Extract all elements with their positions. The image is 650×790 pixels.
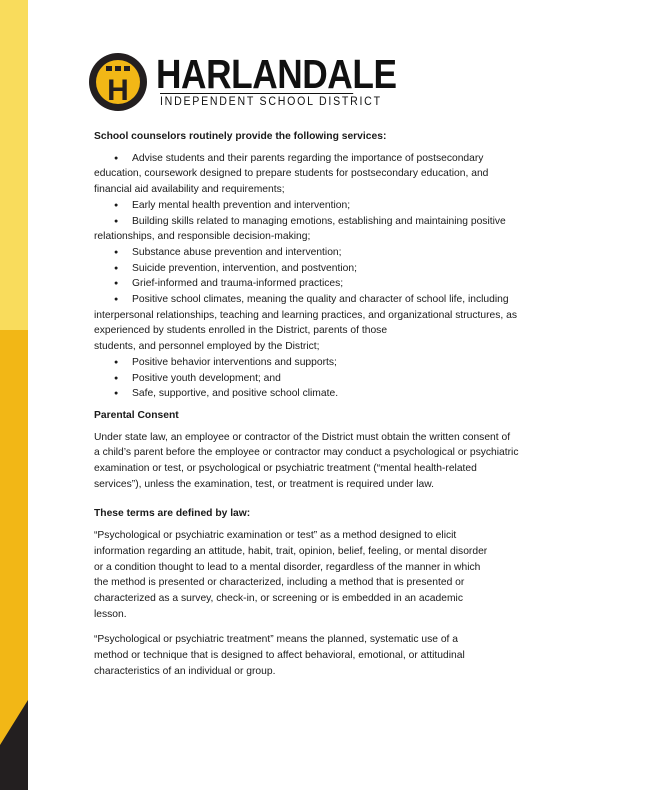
definition-line: characteristics of an individual or group. xyxy=(94,665,276,677)
terms-heading: These terms are defined by law: xyxy=(94,508,251,520)
list-item xyxy=(94,198,544,214)
bullet-icon: ● xyxy=(114,296,119,304)
bullet-icon: ● xyxy=(114,264,119,272)
bullet-icon: ● xyxy=(114,217,119,225)
list-item-text: Safe, supportive, and positive school climate. xyxy=(132,388,339,400)
document-body xyxy=(94,129,544,680)
list-item-text: Grief-informed and trauma-informed practices; xyxy=(132,278,344,290)
list-item xyxy=(94,261,544,277)
list-item xyxy=(94,386,544,402)
consent-line: a child’s parent before the employee or contractor may conduct a psychological or psychiatric xyxy=(94,447,519,459)
list-item xyxy=(94,276,544,292)
definition-line: “Psychological or psychiatric treatment” means the planned, systematic use of a xyxy=(94,634,458,646)
harlandale-emblem-icon xyxy=(88,52,148,112)
consent-heading: Parental Consent xyxy=(94,409,179,421)
list-item-text: Suicide prevention, intervention, and postvention; xyxy=(132,262,357,274)
list-item-continuation: financial aid availability and requirements; xyxy=(94,184,285,196)
definition-examination xyxy=(94,528,544,622)
bullet-icon: ● xyxy=(114,390,119,398)
district-subtitle: INDEPENDENT SCHOOL DISTRICT xyxy=(160,93,353,110)
consent-line: services”), unless the examination, test, or treatment is required under law. xyxy=(94,478,434,490)
emblem-letter: H xyxy=(107,74,129,107)
definition-line: characterized as a survey, check-in, or screening or is embedded in an academic xyxy=(94,592,463,604)
definition-line: “Psychological or psychiatric examination or test” as a method designed to elicit xyxy=(94,530,457,542)
list-item-continuation: interpersonal relationships, teaching and learning practices, and organizational structures, as xyxy=(94,309,517,321)
list-item-text: Positive school climates, meaning the quality and character of school life, including xyxy=(132,294,509,306)
side-stripe xyxy=(0,0,50,790)
list-item-continuation: education, coursework designed to prepare students for postsecondary education, and xyxy=(94,168,489,180)
list-item-text: Substance abuse prevention and intervention; xyxy=(132,246,342,258)
consent-paragraph xyxy=(94,430,544,493)
list-item-text: Positive behavior interventions and supports; xyxy=(132,356,337,368)
bullet-icon: ● xyxy=(114,248,119,256)
bullet-icon: ● xyxy=(114,201,119,209)
services-heading: School counselors routinely provide the following services: xyxy=(94,131,387,142)
stripe-graphic xyxy=(0,0,50,790)
definition-line: or a condition thought to lead to a mental disorder, regardless of the manner in which xyxy=(94,561,481,573)
list-item xyxy=(94,151,544,167)
list-item-continuation: relationships, and responsible decision-making; xyxy=(94,231,311,243)
definition-line: lesson. xyxy=(94,608,127,620)
definition-line: the method is presented or characterized, including a method that is presented or xyxy=(94,577,465,589)
list-item xyxy=(94,292,544,308)
definition-treatment xyxy=(94,632,544,679)
consent-line: Under state law, an employee or contractor of the District must obtain the written consent of xyxy=(94,431,511,443)
bullet-icon: ● xyxy=(114,280,119,288)
list-item-continuation: students, and personnel employed by the District; xyxy=(94,341,320,353)
district-name: HARLANDALE xyxy=(156,51,397,97)
bullet-icon: ● xyxy=(114,154,119,162)
list-item-text: Early mental health prevention and intervention; xyxy=(132,199,351,211)
list-item xyxy=(94,371,544,387)
services-list xyxy=(94,151,544,402)
list-item-text: Advise students and their parents regarding the importance of postsecondary xyxy=(132,152,484,164)
list-item xyxy=(94,355,544,371)
definition-line: information regarding an attitude, habit, trait, opinion, belief, feeling, or mental disorder xyxy=(94,545,488,557)
list-item xyxy=(94,245,544,261)
bullet-icon: ● xyxy=(114,374,119,382)
definition-line: method or technique that is designed to affect behavioral, emotional, or attitudinal xyxy=(94,650,465,662)
list-item-continuation: experienced by students enrolled in the District, parents of those xyxy=(94,325,388,337)
list-item xyxy=(94,214,544,230)
stripe-white-edge xyxy=(28,0,50,790)
consent-line: examination or test, or psychological or psychiatric treatment (“mental health-related xyxy=(94,463,477,475)
list-item-text: Positive youth development; and xyxy=(132,372,281,384)
bullet-icon: ● xyxy=(114,358,119,366)
list-item-text: Building skills related to managing emotions, establishing and maintaining positive xyxy=(132,215,506,227)
